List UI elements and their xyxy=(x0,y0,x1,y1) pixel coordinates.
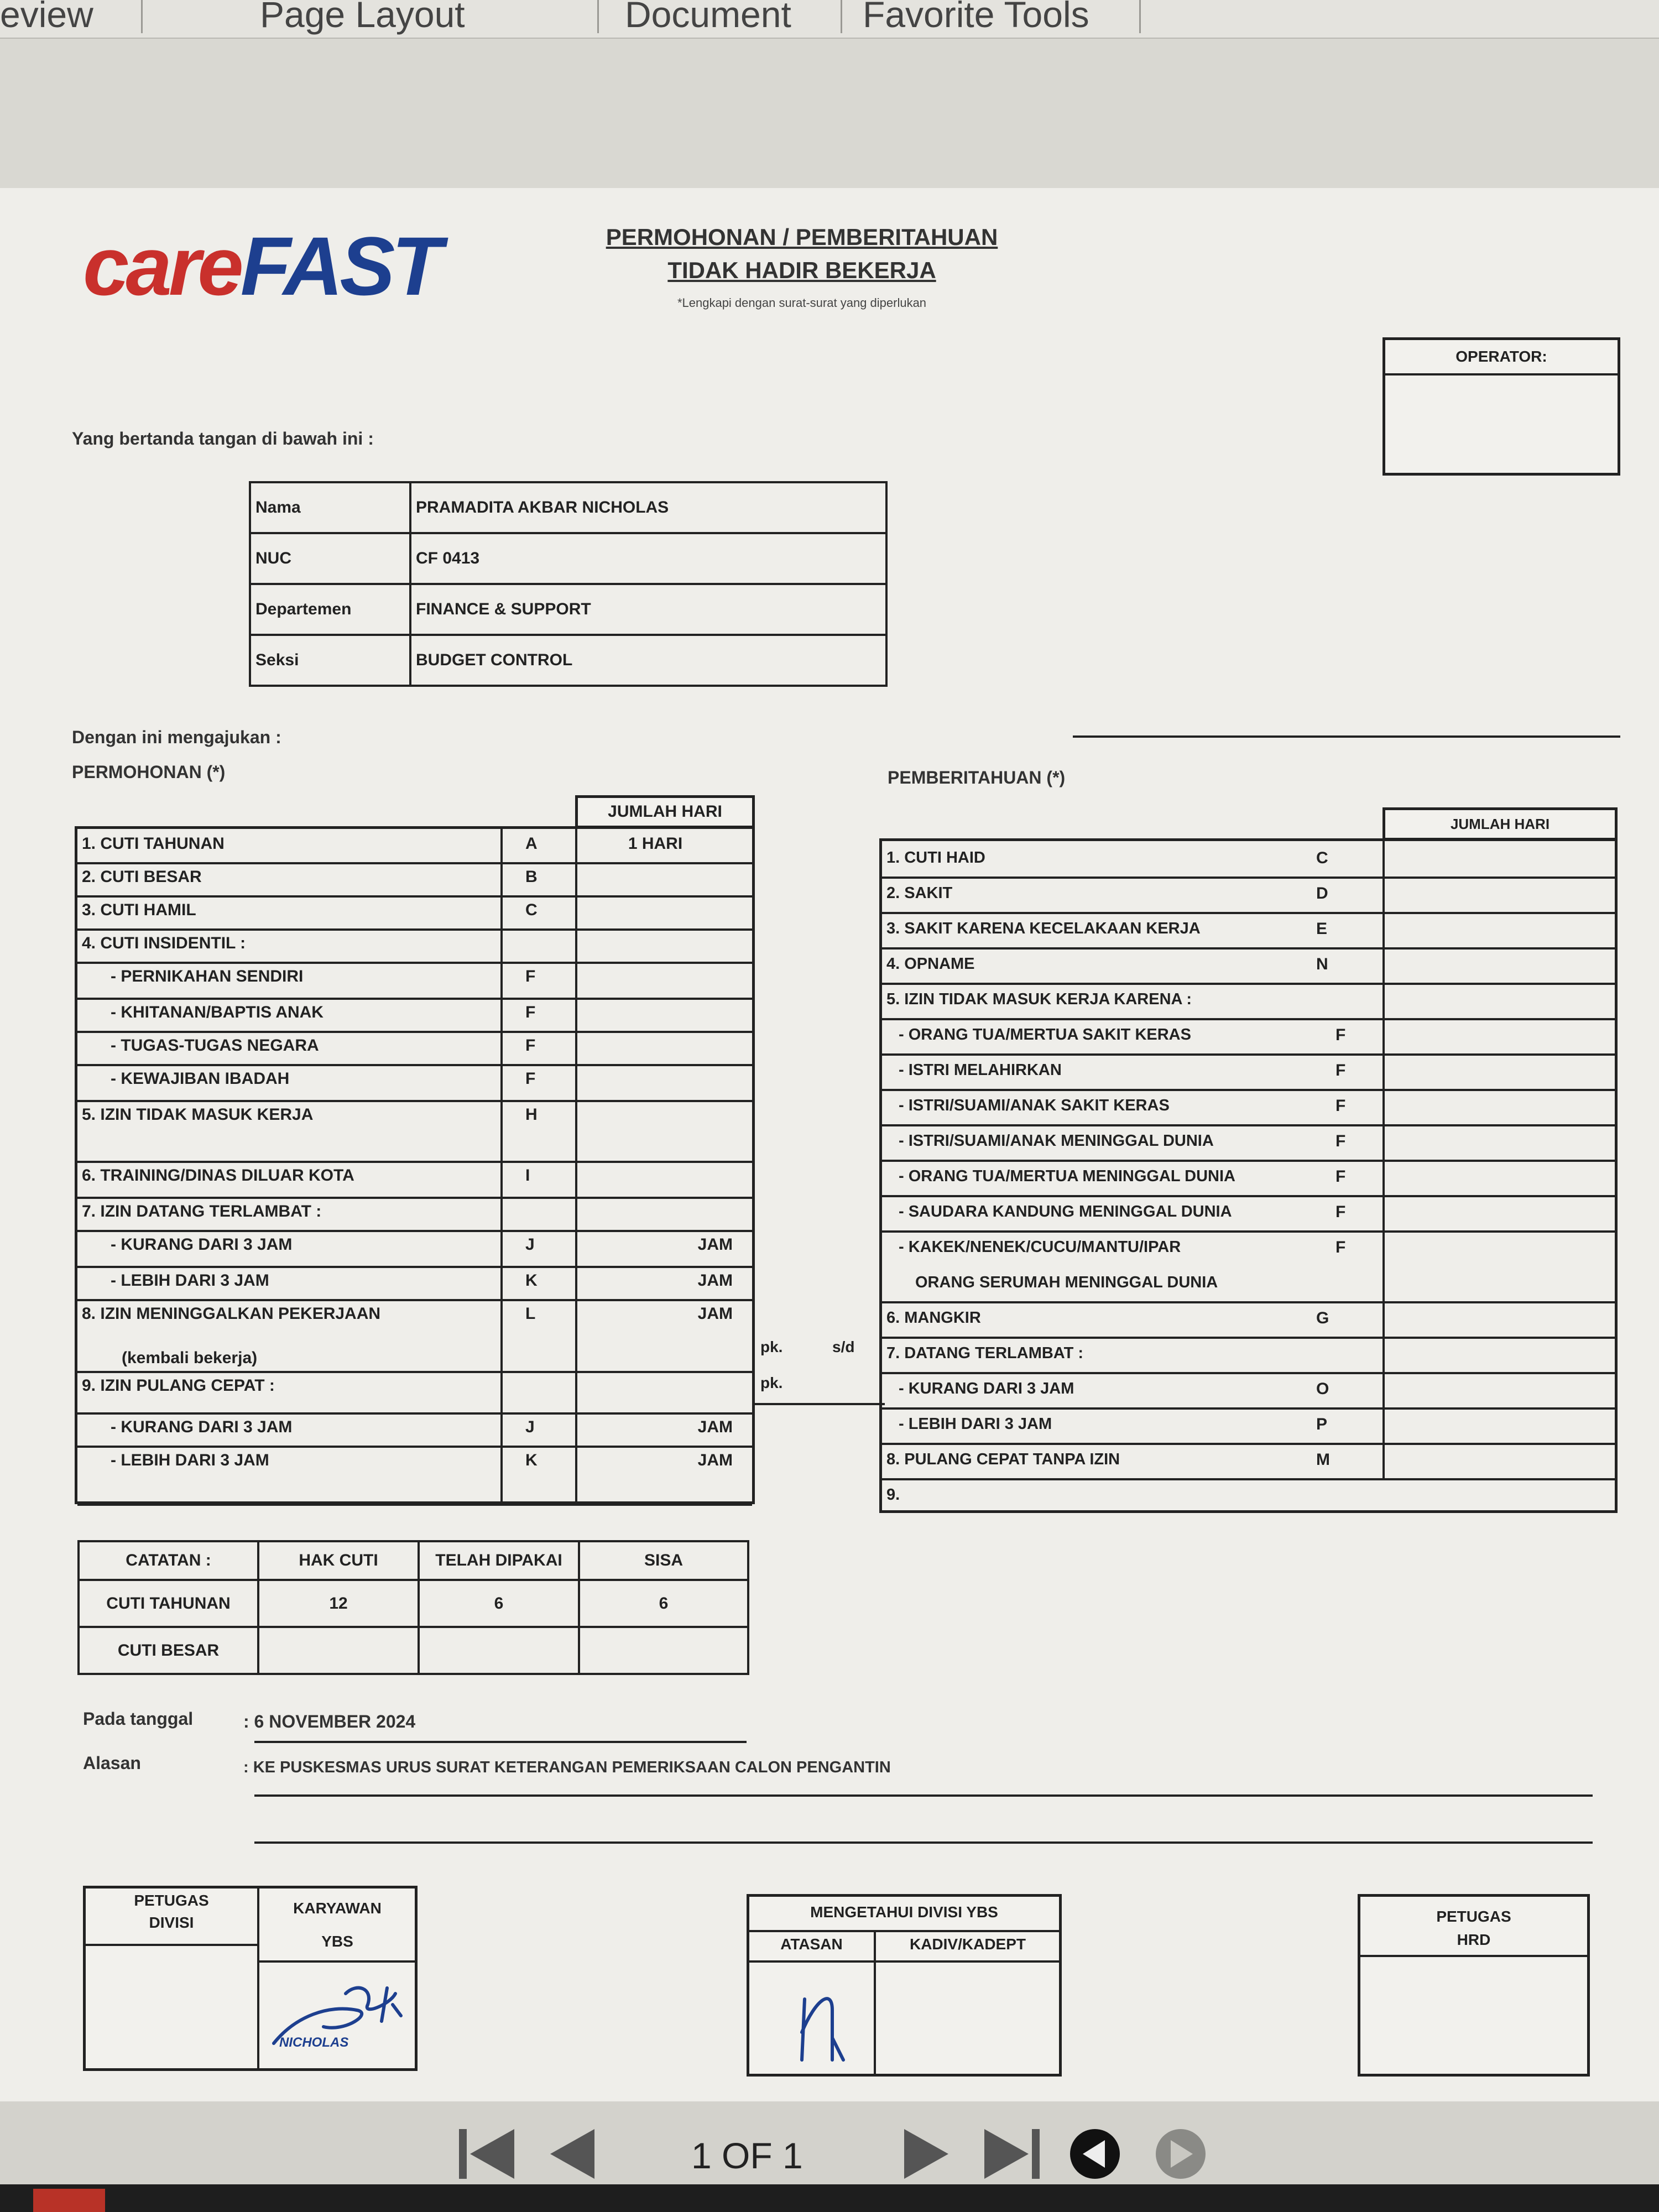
catatan-hak-cuti-header: HAK CUTI xyxy=(258,1541,419,1580)
permohonan-item-value: JAM xyxy=(697,1451,733,1469)
permohonan-item-code: C xyxy=(525,901,538,919)
pemberitahuan-item-label: 1. CUTI HAID xyxy=(886,849,985,867)
permohonan-item-value: 1 HARI xyxy=(628,834,683,853)
menu-review[interactable]: eview xyxy=(0,0,93,35)
reason-underline xyxy=(254,1841,1593,1844)
divider xyxy=(755,1403,885,1405)
reason-value: : KE PUSKESMAS URUS SURAT KETERANGAN PEMERIKSAAN CALON PENGANTIN xyxy=(243,1759,891,1776)
permohonan-item-label: (kembali bekerja) xyxy=(122,1349,258,1367)
permohonan-item-label: 2. CUTI BESAR xyxy=(82,868,202,886)
table-row xyxy=(77,1197,752,1230)
table-row xyxy=(882,1301,1615,1337)
pemberitahuan-item-label: - SAUDARA KANDUNG MENINGGAL DUNIA xyxy=(899,1203,1232,1220)
logo-fast-text: FAST xyxy=(240,220,440,312)
catatan-hak-cuti xyxy=(258,1627,419,1674)
divider xyxy=(257,1960,415,1963)
table-row xyxy=(77,998,752,1031)
next-page-icon[interactable] xyxy=(896,2124,957,2184)
catatan-sisa: 6 xyxy=(579,1580,748,1627)
divider xyxy=(500,829,503,1501)
divider xyxy=(1383,841,1385,1478)
petugas-divisi-label: PETUGAS xyxy=(134,1892,209,1909)
table-row xyxy=(77,1230,752,1266)
pemberitahuan-item-code: N xyxy=(1316,955,1328,973)
permohonan-item-code: K xyxy=(525,1271,538,1290)
table-row xyxy=(77,1446,752,1504)
menu-bar xyxy=(0,0,1659,39)
pemberitahuan-item-code: F xyxy=(1335,1167,1346,1186)
permohonan-item-code: K xyxy=(525,1451,538,1469)
reason-label: Alasan xyxy=(83,1753,141,1773)
permohonan-item-label: - TUGAS-TUGAS NEGARA xyxy=(111,1036,319,1055)
catatan-row-label: CUTI TAHUNAN xyxy=(79,1580,258,1627)
divider xyxy=(1360,1955,1587,1957)
permohonan-item-code: I xyxy=(525,1166,530,1185)
mengetahui-label: MENGETAHUI DIVISI YBS xyxy=(810,1903,998,1921)
page-navigation-bar xyxy=(0,2101,1659,2184)
taskbar xyxy=(0,2184,1659,2212)
permohonan-item-label: 4. CUTI INSIDENTIL : xyxy=(82,934,246,952)
permohonan-item-label: - KURANG DARI 3 JAM xyxy=(111,1235,293,1254)
pemberitahuan-item-label: 8. PULANG CEPAT TANPA IZIN xyxy=(886,1451,1120,1468)
pemberitahuan-item-code: F xyxy=(1335,1132,1346,1150)
pemberitahuan-item-label: - LEBIH DARI 3 JAM xyxy=(899,1415,1052,1433)
employee-department-value: FINANCE & SUPPORT xyxy=(410,584,886,635)
table-row xyxy=(77,1161,752,1197)
pemberitahuan-item-label: 4. OPNAME xyxy=(886,955,975,973)
pemberitahuan-item-code: F xyxy=(1335,1097,1346,1115)
pemberitahuan-item-label: - ISTRI/SUAMI/ANAK SAKIT KERAS xyxy=(899,1097,1170,1114)
table-row xyxy=(882,1478,1615,1514)
signature-box-left xyxy=(83,1886,418,2071)
pemberitahuan-item-code: D xyxy=(1316,884,1328,902)
permohonan-table xyxy=(75,826,755,1504)
table-row xyxy=(882,1337,1615,1372)
permohonan-item-label: - PERNIKAHAN SENDIRI xyxy=(111,967,304,985)
table-row xyxy=(250,482,886,533)
catatan-telah-dipakai-header: TELAH DIPAKAI xyxy=(419,1541,579,1580)
table-row xyxy=(77,1031,752,1064)
divider xyxy=(257,1888,259,2068)
logo-care-text: care xyxy=(83,220,241,312)
permohonan-pk-label: pk. xyxy=(760,1374,783,1391)
carefast-logo xyxy=(83,218,439,314)
permohonan-item-label: - KURANG DARI 3 JAM xyxy=(111,1418,293,1436)
table-row xyxy=(882,1443,1615,1478)
permohonan-item-value: JAM xyxy=(697,1271,733,1290)
back-view-icon[interactable] xyxy=(1067,2126,1123,2182)
table-row xyxy=(79,1541,748,1580)
operator-box xyxy=(1383,337,1620,476)
signature-line xyxy=(1073,735,1620,738)
table-row xyxy=(77,1266,752,1299)
table-row xyxy=(77,962,752,998)
table-row xyxy=(79,1627,748,1674)
menu-separator xyxy=(597,0,599,33)
permohonan-item-code: L xyxy=(525,1305,536,1323)
pemberitahuan-item-label: - ISTRI/SUAMI/ANAK MENINGGAL DUNIA xyxy=(899,1132,1214,1150)
forward-view-icon[interactable] xyxy=(1153,2126,1208,2182)
table-row xyxy=(77,1412,752,1446)
divider xyxy=(874,1930,876,2074)
pemberitahuan-heading: PEMBERITAHUAN (*) xyxy=(888,768,1066,787)
permohonan-item-value: JAM xyxy=(697,1418,733,1436)
employee-section-value: BUDGET CONTROL xyxy=(410,635,886,686)
employee-nuc-label: NUC xyxy=(250,533,410,584)
menu-separator xyxy=(141,0,143,33)
pemberitahuan-item-code: F xyxy=(1335,1203,1346,1221)
catatan-table xyxy=(77,1540,749,1675)
permohonan-item-value: JAM xyxy=(697,1235,733,1254)
table-row xyxy=(882,1407,1615,1443)
karyawan-signature-name: NICHOLAS xyxy=(279,2035,349,2050)
table-row xyxy=(882,1160,1615,1195)
catatan-telah-dipakai: 6 xyxy=(419,1580,579,1627)
permohonan-item-code: H xyxy=(525,1105,538,1124)
table-row xyxy=(250,584,886,635)
form-title-line1: PERMOHONAN / PEMBERITAHUAN xyxy=(606,224,998,250)
pemberitahuan-table xyxy=(879,838,1618,1513)
divider xyxy=(749,1960,1059,1963)
pemberitahuan-item-code: E xyxy=(1316,920,1328,938)
pemberitahuan-item-label: - ORANG TUA/MERTUA MENINGGAL DUNIA xyxy=(899,1167,1235,1185)
table-row xyxy=(882,1089,1615,1124)
permohonan-item-label: - KHITANAN/BAPTIS ANAK xyxy=(111,1003,324,1021)
pemberitahuan-item-code: G xyxy=(1316,1309,1329,1327)
pemberitahuan-item-code: F xyxy=(1335,1238,1346,1256)
pemberitahuan-item-label: 6. MANGKIR xyxy=(886,1309,981,1327)
divider xyxy=(77,1504,752,1506)
catatan-row-label: CUTI BESAR xyxy=(79,1627,258,1674)
pemberitahuan-item-label: - ISTRI MELAHIRKAN xyxy=(899,1061,1062,1079)
pemberitahuan-item-label: - KURANG DARI 3 JAM xyxy=(899,1380,1074,1397)
divider xyxy=(575,829,577,1501)
table-row xyxy=(79,1580,748,1627)
karyawan-signature xyxy=(263,1971,412,2065)
previous-page-icon[interactable] xyxy=(542,2124,603,2184)
table-row xyxy=(77,1100,752,1161)
divider xyxy=(1385,373,1618,375)
pemberitahuan-item-code: F xyxy=(1335,1026,1346,1044)
page-indicator: 1 OF 1 xyxy=(691,2135,803,2176)
permohonan-item-label: 6. TRAINING/DINAS DILUAR KOTA xyxy=(82,1166,354,1185)
pemberitahuan-item-code: C xyxy=(1316,849,1328,867)
taskbar-app-icon[interactable] xyxy=(33,2189,105,2212)
date-underline xyxy=(254,1741,747,1743)
table-row xyxy=(77,928,752,962)
pemberitahuan-col-header: JUMLAH HARI xyxy=(1450,816,1550,832)
operator-label: OPERATOR: xyxy=(1455,348,1547,365)
table-row xyxy=(882,1266,1615,1301)
permohonan-col-header-box xyxy=(575,795,755,828)
catatan-sisa-header: SISA xyxy=(579,1541,748,1580)
pemberitahuan-item-label: 2. SAKIT xyxy=(886,884,953,902)
table-row xyxy=(77,1371,752,1412)
table-row xyxy=(882,1195,1615,1230)
permohonan-sd-label: s/d xyxy=(832,1338,855,1355)
pemberitahuan-item-label: 7. DATANG TERLAMBAT : xyxy=(886,1344,1084,1362)
permohonan-item-code: A xyxy=(525,834,538,853)
table-row xyxy=(882,1230,1615,1266)
pemberitahuan-item-label: 5. IZIN TIDAK MASUK KERJA KARENA : xyxy=(886,990,1192,1008)
permohonan-item-code: F xyxy=(525,967,536,985)
table-row xyxy=(77,1299,752,1343)
karyawan-label: YBS xyxy=(321,1933,353,1950)
reason-underline xyxy=(254,1794,1593,1797)
table-row xyxy=(250,635,886,686)
first-page-icon[interactable] xyxy=(453,2124,520,2184)
table-row xyxy=(882,1372,1615,1407)
permohonan-item-label: 9. IZIN PULANG CEPAT : xyxy=(82,1376,275,1395)
table-row xyxy=(77,1343,752,1371)
employee-nuc-value: CF 0413 xyxy=(410,533,886,584)
date-value: : 6 NOVEMBER 2024 xyxy=(243,1712,416,1731)
permohonan-item-code: J xyxy=(525,1235,535,1254)
last-page-icon[interactable] xyxy=(979,2124,1045,2184)
table-row xyxy=(882,841,1615,877)
table-row xyxy=(882,1018,1615,1053)
table-row xyxy=(882,877,1615,912)
atasan-label: ATASAN xyxy=(780,1936,843,1953)
catatan-header: CATATAN : xyxy=(79,1541,258,1580)
table-row xyxy=(882,983,1615,1018)
petugas-hrd-label: PETUGAS xyxy=(1436,1908,1511,1925)
table-row xyxy=(77,862,752,895)
permohonan-item-label: 7. IZIN DATANG TERLAMBAT : xyxy=(82,1202,322,1220)
pemberitahuan-item-code: M xyxy=(1316,1451,1330,1469)
permohonan-item-label: 5. IZIN TIDAK MASUK KERJA xyxy=(82,1105,314,1124)
employee-name-value: PRAMADITA AKBAR NICHOLAS xyxy=(410,482,886,533)
divider xyxy=(86,1944,257,1946)
menu-document[interactable]: Document xyxy=(625,0,791,35)
permohonan-item-code: F xyxy=(525,1003,536,1021)
employee-section-label: Seksi xyxy=(250,635,410,686)
form-title-line2: TIDAK HADIR BEKERJA xyxy=(667,257,936,283)
permohonan-heading: PERMOHONAN (*) xyxy=(72,762,226,782)
pemberitahuan-item-label: 9. xyxy=(886,1486,900,1504)
signature-box-right xyxy=(1358,1894,1590,2077)
permohonan-item-label: 3. CUTI HAMIL xyxy=(82,901,196,919)
permohonan-item-label: - KEWAJIBAN IBADAH xyxy=(111,1070,290,1088)
table-row xyxy=(882,1053,1615,1089)
employee-table xyxy=(249,481,888,687)
table-row xyxy=(77,1064,752,1100)
permohonan-item-code: F xyxy=(525,1036,536,1055)
catatan-sisa xyxy=(579,1627,748,1674)
permohonan-item-value: JAM xyxy=(697,1305,733,1323)
signature-box-center xyxy=(747,1894,1062,2077)
pemberitahuan-col-header-box xyxy=(1383,807,1618,841)
date-label: Pada tanggal xyxy=(83,1709,194,1729)
permohonan-item-label: 8. IZIN MENINGGALKAN PEKERJAAN xyxy=(82,1305,381,1323)
permohonan-item-code: F xyxy=(525,1070,536,1088)
petugas-hrd-label: HRD xyxy=(1457,1931,1491,1948)
pemberitahuan-item-label: 3. SAKIT KARENA KECELAKAAN KERJA xyxy=(886,920,1201,937)
catatan-hak-cuti: 12 xyxy=(258,1580,419,1627)
pemberitahuan-item-label: - KAKEK/NENEK/CUCU/MANTU/IPAR xyxy=(899,1238,1181,1256)
pemberitahuan-item-code: F xyxy=(1335,1061,1346,1079)
table-row xyxy=(882,912,1615,947)
atasan-signature xyxy=(771,1966,865,2071)
permohonan-pk-label: pk. xyxy=(760,1338,783,1355)
permohonan-item-code: B xyxy=(525,868,538,886)
divider xyxy=(749,1930,1059,1932)
table-row xyxy=(250,533,886,584)
form-note: *Lengkapi dengan surat-surat yang diperlukan xyxy=(677,296,927,310)
pemberitahuan-item-label: - ORANG TUA/MERTUA SAKIT KERAS xyxy=(899,1026,1191,1044)
table-row xyxy=(77,895,752,928)
menu-separator xyxy=(841,0,842,33)
request-intro: Dengan ini mengajukan : xyxy=(72,727,281,747)
menu-separator xyxy=(1139,0,1141,33)
pemberitahuan-item-label: ORANG SERUMAH MENINGGAL DUNIA xyxy=(915,1274,1218,1291)
table-row xyxy=(882,947,1615,983)
permohonan-item-label: 1. CUTI TAHUNAN xyxy=(82,834,225,853)
employee-department-label: Departemen xyxy=(250,584,410,635)
employee-name-label: Nama xyxy=(250,482,410,533)
permohonan-item-label: - LEBIH DARI 3 JAM xyxy=(111,1271,269,1290)
kadiv-label: KADIV/KADEPT xyxy=(909,1936,1026,1953)
permohonan-item-code: J xyxy=(525,1418,535,1436)
karyawan-label: KARYAWAN xyxy=(293,1900,382,1917)
catatan-telah-dipakai xyxy=(419,1627,579,1674)
permohonan-col-header: JUMLAH HARI xyxy=(608,802,722,821)
petugas-divisi-label: DIVISI xyxy=(149,1914,194,1931)
permohonan-item-label: - LEBIH DARI 3 JAM xyxy=(111,1451,269,1469)
menu-favorite-tools[interactable]: Favorite Tools xyxy=(863,0,1089,35)
menu-page-layout[interactable]: Page Layout xyxy=(260,0,465,35)
table-row xyxy=(882,1124,1615,1160)
intro-text: Yang bertanda tangan di bawah ini : xyxy=(72,429,374,448)
pemberitahuan-item-code: O xyxy=(1316,1380,1329,1398)
pemberitahuan-item-code: P xyxy=(1316,1415,1328,1433)
table-row xyxy=(77,829,752,862)
